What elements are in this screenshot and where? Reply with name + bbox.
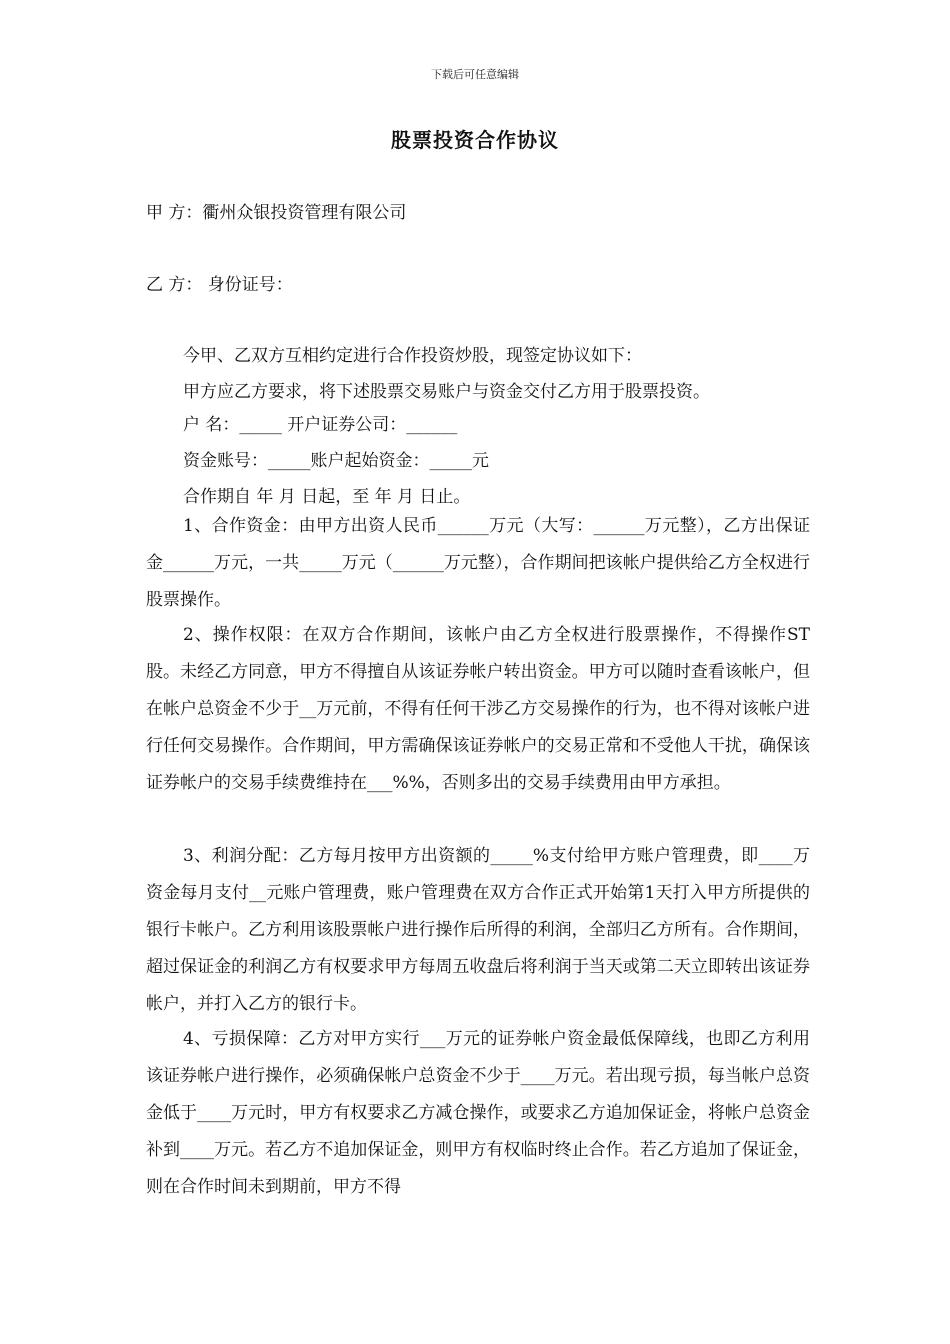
header-note: 下载后可任意编辑 <box>431 68 519 81</box>
intro-line: 甲方应乙方要求，将下述股票交易账户与资金交付乙方用于股票投资。 <box>183 382 710 402</box>
party-a-line: 甲 方：衢州众银投资管理有限公司 <box>146 203 407 223</box>
document-title: 股票投资合作协议 <box>391 128 559 152</box>
cooperation-period-line: 合作期自 年 月 日起，至 年 月 日止。 <box>183 487 471 507</box>
account-name-line: 户 名：_____ 开户证券公司：______ <box>183 415 458 435</box>
clause-2-authority: 2、操作权限：在双方合作期间，该帐户由乙方全权进行股票操作，不得操作ST股。未经乙方同意，甲方不得擅自从该证券帐户转出资金。甲方可以随时查看该帐户，但在帐户总资金不少于__万元前，不得有任何干涉乙方交易操作的行为，也不得对该帐户进行任何交易操作。合作期间，甲方需确保该证券帐户的交易正常和不受他人干扰，确保该证券帐户的交易手续费维持在___%%，否则多出的交易手续费用由甲方承担。 <box>146 625 810 793</box>
party-b-line: 乙 方： 身份证号： <box>146 275 293 295</box>
clause-1-capital: 1、合作资金：由甲方出资人民币______万元（大写：______万元整），乙方出保证金______万元，一共_____万元（______万元整），合作期间把该帐户提供给乙方全权进行股票操作。 <box>146 516 810 610</box>
fund-account-line: 资金账号：_____账户起始资金：_____元 <box>183 451 489 471</box>
intro-line: 今甲、乙双方互相约定进行合作投资炒股，现签定协议如下： <box>183 346 642 366</box>
clause-4-loss: 4、亏损保障：乙方对甲方实行___万元的证券帐户资金最低保障线，也即乙方利用该证券帐户进行操作，必须确保帐户总资金不少于____万元。若出现亏损，每当帐户总资金低于____万元时，甲方有权要求乙方减仓操作，或要求乙方追加保证金，将帐户总资金补到____万元。若乙方不追加保证金，则甲方有权临时终止合作。若乙方追加了保证金，则在合作时间未到期前，甲方不得 <box>146 1029 810 1197</box>
clause-3-profit: 3、利润分配：乙方每月按甲方出资额的_____%支付给甲方账户管理费，即____万资金每月支付__元账户管理费，账户管理费在双方合作正式开始第1天打入甲方所提供的银行卡帐户。乙方利用该股票帐户进行操作后所得的利润，全部归乙方所有。合作期间，超过保证金的利润乙方有权要求甲方每周五收盘后将利润于当天或第二天立即转出该证券帐户，并打入乙方的银行卡。 <box>146 846 810 1014</box>
